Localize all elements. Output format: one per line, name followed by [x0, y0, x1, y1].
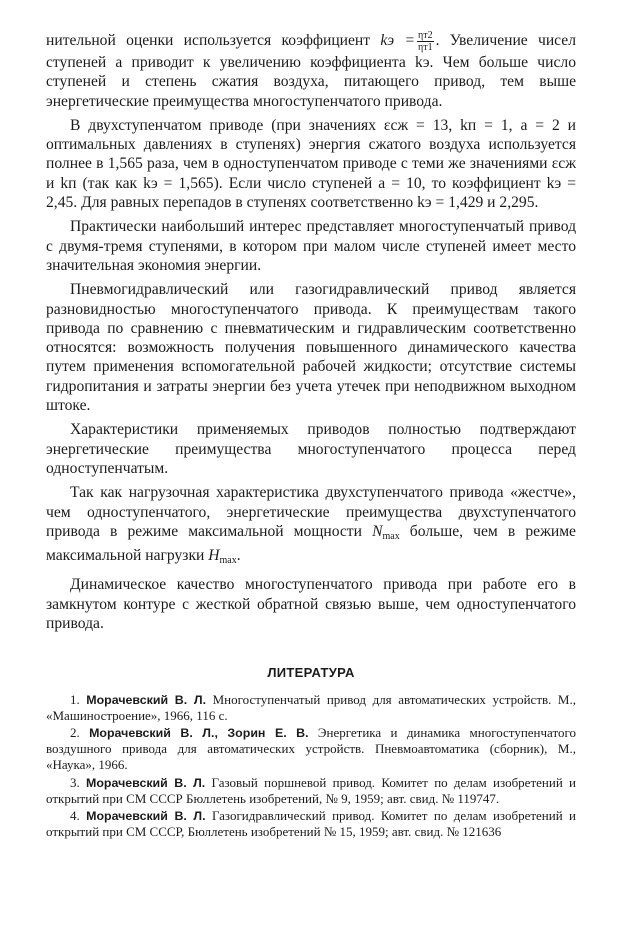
reference-item [46, 774, 580, 807]
references-list [46, 691, 580, 841]
reference-item [46, 808, 580, 840]
reference-number: 2. [70, 725, 80, 741]
load-symbol: H [208, 547, 220, 565]
references-heading: ЛИТЕРАТУРА [267, 665, 355, 681]
paragraph-5: Характеристики применяемых приводов полностью подтверждают энергетические преимущества многоступенчатого процесса перед одноступенчатым. [46, 421, 576, 477]
coefficient-formula-lhs: kэ = [380, 32, 415, 50]
paragraph-4: Пневмогидравлический или газогидравлический привод является разновидностью многоступенчатого привода. К преимуществам такого привода по сравнению с пневматическим и гидравлическим соответственно относятся: возможность получения повышенного динамического качества путем применения вспомогательной рабочей жидкости; отсутствие системы гидропитания и затраты энергии без учета утечек при неподвижном выходном штоке. [46, 281, 576, 415]
paragraph-3: Практически наибольший интерес представляет многоступенчатый привод с двумя-тремя ступенями, в котором при малом числе ступеней имеет место значительная экономия энергии. [46, 218, 576, 274]
paragraph-1 [46, 30, 580, 111]
paragraph-1-text-b: . Увеличение чисел ступеней a приводит к увеличению коэффициента kэ. Чем больше число ступеней и степень сжатия воздуха, питающего привод, тем выше энергетические преимущества многоступенчатого привода. [46, 32, 580, 110]
reference-text: Многоступенчатый привод для автоматических устройств. М., «Машиностроение», 1966, 116 с. [46, 691, 580, 723]
reference-authors: Морачевский В. Л. [86, 775, 206, 790]
power-symbol: N [372, 522, 383, 540]
reference-text: Газовый поршневой привод. Комитет по делам изобретений и открытий при СМ СССР Бюллетень изобретений, № 9, 1959; авт. свид. № 119747. [46, 774, 580, 806]
fraction-denominator: ηт1 [417, 42, 433, 53]
paragraph-6 [46, 483, 580, 570]
page-content [46, 30, 580, 840]
reference-text: Газогидравлический привод. Комитет по делам изобретений и открытий при СМ СССР, Бюллетень изобретений № 15, 1959; авт. свид. № 121636 [46, 808, 580, 840]
reference-authors: Морачевский В. Л. [86, 809, 206, 824]
paragraph-6-text-b: больше, чем в режиме максимальной нагрузки [46, 522, 580, 565]
efficiency-ratio-fraction [417, 30, 434, 53]
load-subscript: max [219, 555, 237, 567]
paragraph-1-text-a: нительной оценки используется коэффициент [46, 32, 381, 50]
reference-authors: Морачевский В. Л., Зорин Е. В. [89, 726, 309, 741]
paragraph-6-text-c: . [236, 547, 241, 565]
paragraph-7: Динамическое качество многоступенчатого привода при работе его в замкнутом контуре с жесткой обратной связью выше, чем одноступенчатого привода. [46, 576, 576, 633]
power-subscript: max [382, 530, 400, 542]
reference-number: 1. [70, 691, 80, 707]
reference-number: 4. [70, 808, 80, 824]
reference-item [46, 725, 580, 774]
reference-number: 3. [70, 774, 80, 790]
reference-text: Энергетика и динамика многоступенчатого воздушного привода для автоматических устройств. Пневмоавтоматика (сборник), М., «Наука», 1966. [46, 725, 580, 773]
reference-authors: Морачевский В. Л. [86, 692, 207, 707]
paragraph-6-text-a: Так как нагрузочная характеристика двухступенчатого привода «жестче», чем одноступенчатого, энергетические преимущества двухступенчатого привода в режиме максимальной мощности [46, 484, 580, 540]
fraction-numerator: ηт2 [417, 30, 433, 41]
paragraph-2: В двухступенчатом приводе (при значениях εсж = 13, kп = 1, a = 2 и оптимальных давлениях в ступенях) энергия сжатого воздуха используется полнее в 1,565 раза, чем в одноступенчатом приводе с теми же значениями εсж и kп (так как kэ = 1,565). Если число ступеней a = 10, то коэффициент kэ = 2,45. Для равных перепадов в ступенях соответственно kэ = 1,429 и 2,295. [46, 116, 576, 212]
reference-item [46, 691, 580, 724]
